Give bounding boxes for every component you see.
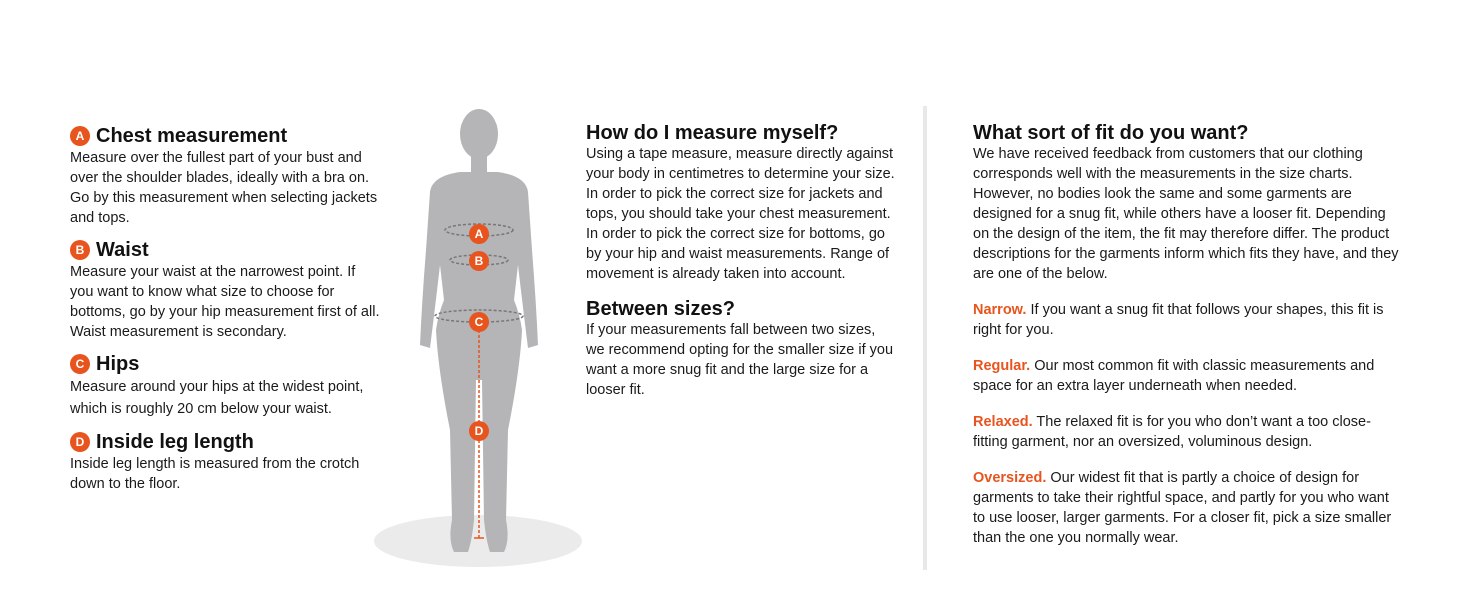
between-sizes-section [586,298,896,400]
measurement-list [70,124,380,504]
measurement-waist [70,238,380,342]
badge-d-icon: D [70,432,90,452]
svg-text:C: C [474,315,484,329]
fit-text: The relaxed fit is for you who don’t want a too close-fitting garment, nor an oversized, voluminous design. [973,414,1371,450]
item-text: Inside leg length is measured from the crotch down to the floor. [70,456,360,492]
item-text: Measure over the fullest part of your bust and over the shoulder blades, ideally with a bra on. Go by this measurement when selecting jackets and tops. [70,150,378,226]
fit-narrow [973,300,1403,340]
measure-instructions [586,122,896,414]
item-title: Hips [96,352,140,375]
how-to-text: Using a tape measure, measure directly against your body in centimetres to determine your size. In order to pick the correct size for jackets and tops, you should take your chest measurement. In order to pick the correct size for bottoms, go by your hip and waist measurements. Range of movement is already taken into account. [586,146,895,282]
measurement-chest [70,124,380,228]
fit-section [973,122,1403,564]
svg-text:A: A [474,227,484,241]
measurement-hips [70,352,380,420]
fit-regular [973,356,1403,396]
fit-name: Oversized. [973,470,1047,486]
fit-name: Relaxed. [973,414,1033,430]
fit-text: Our most common fit with classic measurements and space for an extra layer underneath when needed. [973,358,1375,394]
item-title: Waist [96,238,149,261]
column-divider [923,106,927,570]
between-sizes-title: Between sizes? [586,298,735,320]
fit-intro: We have received feedback from customers that our clothing corresponds well with the measurements in the size charts. However, no bodies look the same and some garments are designed for a snug fit, while others have a looser fit. Depending on the design of the item, the fit may therefore differ. The product descriptions for the garments inform which fits they have, and they are one of the below. [973,146,1399,282]
item-title: Chest measurement [96,124,288,147]
fit-relaxed [973,412,1403,452]
measurement-leg [70,430,380,494]
badge-b-icon: B [70,240,90,260]
how-to-section [586,122,896,284]
fit-text: If you want a snug fit that follows your shapes, this fit is right for you. [973,302,1384,338]
badge-a-icon: A [70,126,90,146]
fit-oversized [973,468,1403,548]
fit-name: Regular. [973,358,1031,374]
svg-text:B: B [474,254,484,268]
between-sizes-text: If your measurements fall between two sizes, we recommend opting for the smaller size if you want a more snug fit and the large size for a looser fit. [586,322,894,398]
how-to-title: How do I measure myself? [586,122,839,144]
body-figure-illustration [370,100,590,575]
item-text: Measure your waist at the narrowest point. If you want to know what size to choose for bottoms, go by your hip measurement first of all. Waist measurement is secondary. [70,264,380,340]
fit-title: What sort of fit do you want? [973,122,1249,144]
fit-text: Our widest fit that is partly a choice of design for garments to take their rightful space, and partly for you who want to use looser, larger garments. For a closer fit, pick a size smaller than the one you normally wear. [973,470,1392,546]
body-silhouette-icon [370,100,590,575]
svg-text:D: D [474,424,484,438]
fit-name: Narrow. [973,302,1027,318]
item-title: Inside leg length [96,430,254,453]
item-text: Measure around your hips at the widest point, which is roughly 20 cm below your waist. [70,379,364,417]
badge-c-icon: C [70,354,90,374]
